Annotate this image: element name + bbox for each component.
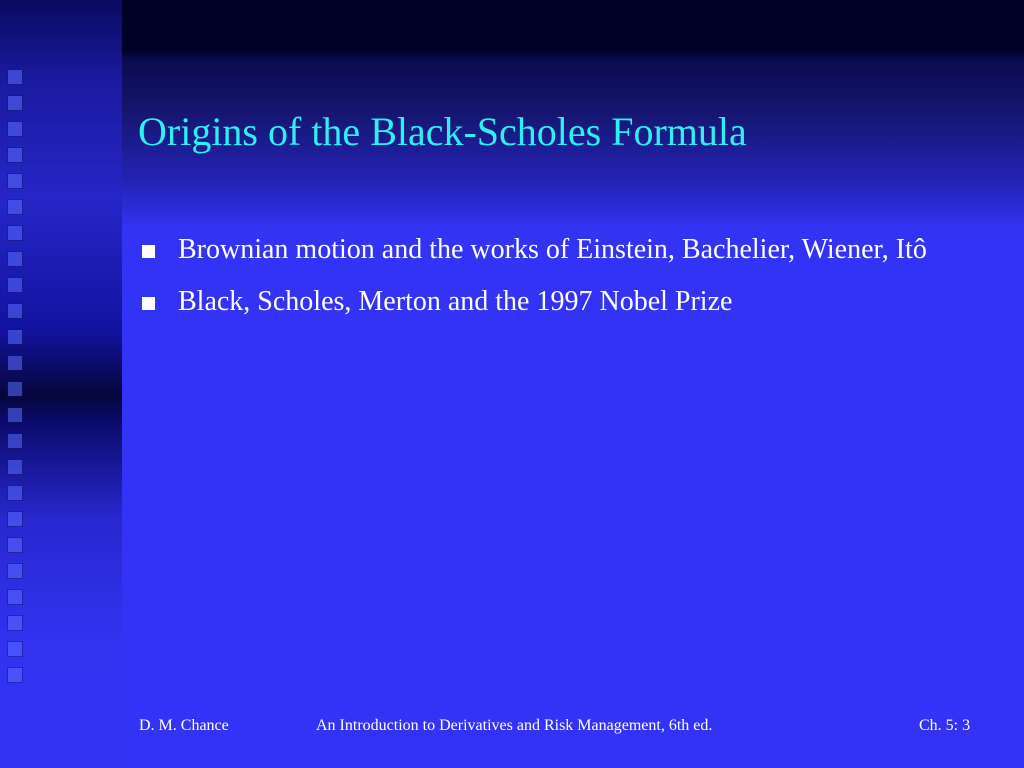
decorative-square: [8, 668, 22, 682]
decorative-square: [8, 408, 22, 422]
footer-book-title: An Introduction to Derivatives and Risk Management, 6th ed.: [316, 717, 713, 734]
decorative-squares: [8, 70, 30, 694]
decorative-square: [8, 226, 22, 240]
decorative-square: [8, 174, 22, 188]
left-decorative-strip: [0, 0, 122, 768]
decorative-square: [8, 564, 22, 578]
decorative-square: [8, 96, 22, 110]
decorative-square: [8, 382, 22, 396]
bullet-item: [140, 230, 960, 270]
decorative-square: [8, 200, 22, 214]
bullet-item: [140, 282, 960, 322]
decorative-square: [8, 512, 22, 526]
decorative-square: [8, 616, 22, 630]
footer-page-number: Ch. 5: 3: [919, 717, 971, 734]
decorative-square: [8, 590, 22, 604]
decorative-square: [8, 304, 22, 318]
decorative-square: [8, 486, 22, 500]
decorative-square: [8, 330, 22, 344]
decorative-square: [8, 122, 22, 136]
square-bullet-icon: [142, 245, 155, 258]
decorative-square: [8, 538, 22, 552]
decorative-square: [8, 148, 22, 162]
decorative-square: [8, 460, 22, 474]
slide-title: Origins of the Black-Scholes Formula: [138, 109, 747, 154]
decorative-square: [8, 70, 22, 84]
bullet-text: Black, Scholes, Merton and the 1997 Nobel Prize: [178, 286, 733, 317]
decorative-square: [8, 356, 22, 370]
bullet-list: [140, 230, 960, 334]
decorative-square: [8, 642, 22, 656]
bullet-text: Brownian motion and the works of Einstein, Bachelier, Wiener, Itô: [178, 234, 927, 265]
decorative-square: [8, 434, 22, 448]
slide-footer: [0, 717, 1024, 737]
square-bullet-icon: [142, 297, 155, 310]
decorative-square: [8, 252, 22, 266]
decorative-square: [8, 278, 22, 292]
footer-author: D. M. Chance: [139, 717, 229, 734]
